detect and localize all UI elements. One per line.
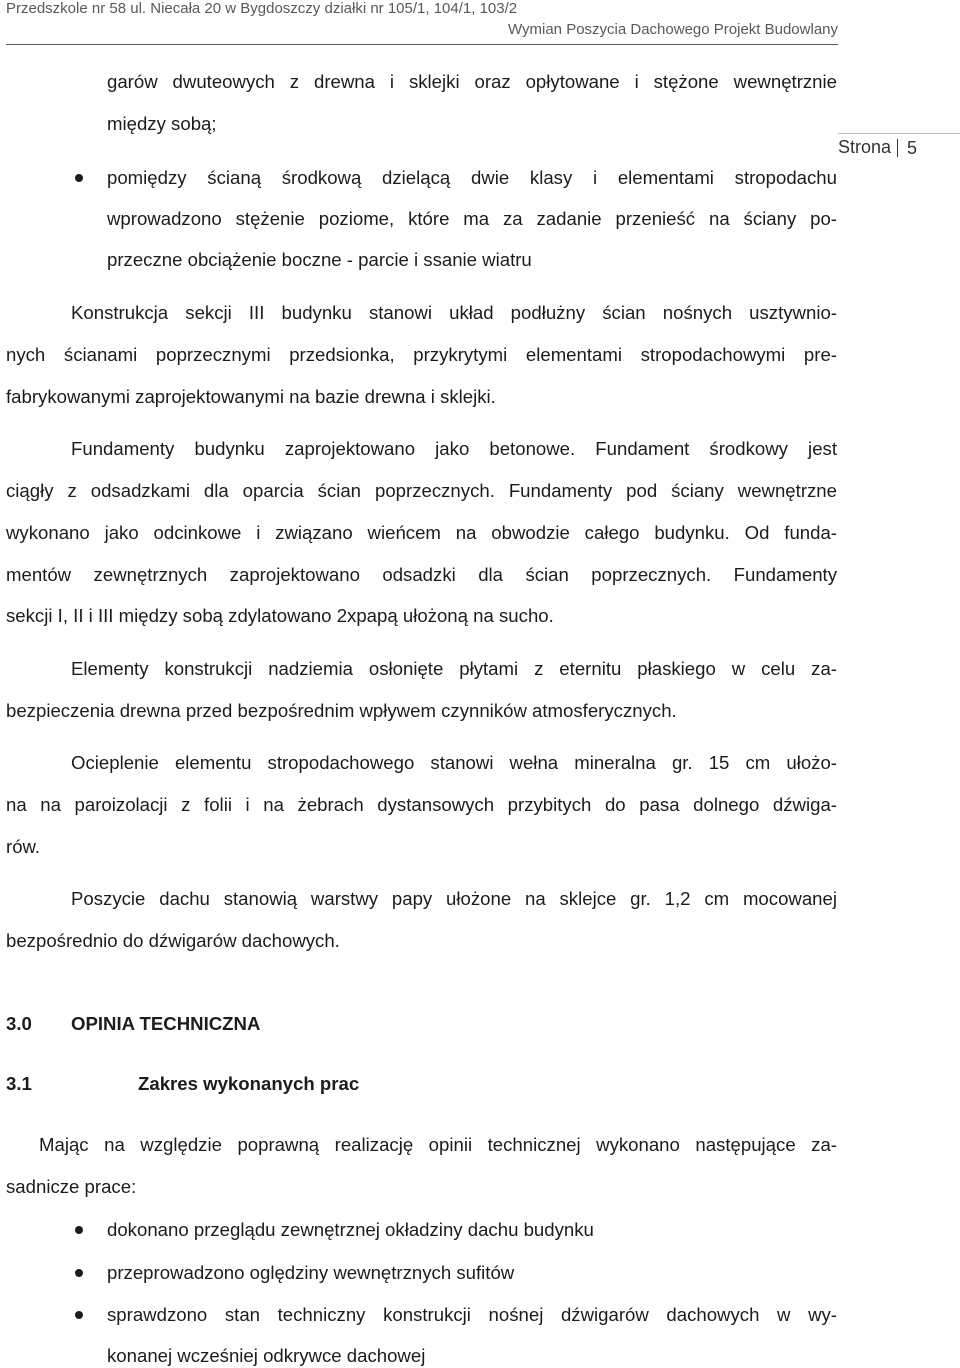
bullet-icon	[75, 1269, 83, 1277]
text-line: Mając na względzie poprawną realizację opinii technicznej wykonano następujące za-	[39, 1134, 837, 1155]
text-line: przeczne obciążenie boczne - parcie i ssanie wiatru	[107, 249, 532, 270]
list-item: sprawdzono stan techniczny konstrukcji nośnej dźwigarów dachowych w wy-	[107, 1304, 837, 1325]
text-line: pomiędzy ścianą środkową dzielącą dwie klasy i elementami stropodachu	[107, 167, 837, 188]
text-line: Ocieplenie elementu stropodachowego stanowi wełna mineralna gr. 15 cm ułożo-	[71, 752, 837, 773]
bullet-icon	[75, 1311, 83, 1319]
section-number: 3.0	[6, 1013, 32, 1034]
page-number: 5	[897, 139, 917, 157]
page-label: Strona	[838, 137, 892, 157]
text-line: między sobą;	[107, 113, 217, 134]
text-line: sadnicze prace:	[6, 1176, 137, 1197]
header-right: Wymian Poszycia Dachowego Projekt Budowlany	[507, 21, 838, 38]
text-line: wprowadzono stężenie poziome, które ma za zadanie przenieść na ściany po-	[107, 208, 837, 229]
list-item: dokonano przeglądu zewnętrznej okładziny dachu budynku	[107, 1219, 594, 1240]
list-item: konanej wcześniej odkrywce dachowej	[107, 1345, 426, 1366]
text-line: Elementy konstrukcji nadziemia osłonięte płytami z eternitu płaskiego w celu za-	[71, 658, 837, 679]
bullet-icon	[75, 1226, 83, 1234]
text-line: na na paroizolacji z folii i na żebrach dystansowych przybitych do pasa dolnego dźwiga-	[6, 794, 837, 815]
text-line: bezpośrednio do dźwigarów dachowych.	[6, 930, 340, 951]
page-number-box	[838, 133, 960, 160]
text-line: garów dwuteowych z drewna i sklejki oraz opłytowane i stężone wewnętrznie	[107, 71, 837, 92]
text-line: wykonano jako odcinkowe i związano wieńcem na obwodzie całego budynku. Od funda-	[6, 522, 837, 543]
text-line: Fundamenty budynku zaprojektowano jako betonowe. Fundament środkowy jest	[71, 438, 837, 459]
text-line: ciągły z odsadzkami dla oparcia ścian poprzecznych. Fundamenty pod ściany wewnętrzne	[6, 480, 837, 501]
bullet-icon	[75, 174, 83, 182]
text-line: fabrykowanymi zaprojektowanymi na bazie drewna i sklejki.	[6, 386, 496, 407]
header-left: Przedszkole nr 58 ul. Niecała 20 w Bygdoszczy działki nr 105/1, 104/1, 103/2	[6, 0, 518, 17]
section-number: 3.1	[6, 1073, 32, 1094]
section-title: Zakres wykonanych prac	[138, 1073, 360, 1094]
header-rule	[6, 44, 838, 45]
list-item: przeprowadzono oględziny wewnętrznych sufitów	[107, 1262, 515, 1283]
text-line: nych ścianami poprzecznymi przedsionka, przykrytymi elementami stropodachowymi pre-	[6, 344, 837, 365]
text-line: mentów zewnętrznych zaprojektowano odsadzki dla ścian poprzecznych. Fundamenty	[6, 564, 837, 585]
text-line: sekcji I, II i III między sobą zdylatowano 2xpapą ułożoną na sucho.	[6, 605, 554, 626]
text-line: Konstrukcja sekcji III budynku stanowi układ podłużny ścian nośnych usztywnio-	[71, 302, 837, 323]
section-title: OPINIA TECHNICZNA	[71, 1013, 261, 1034]
text-line: rów.	[6, 836, 41, 857]
text-line: bezpieczenia drewna przed bezpośrednim wpływem czynników atmosferycznych.	[6, 700, 677, 721]
text-line: Poszycie dachu stanowią warstwy papy ułożone na sklejce gr. 1,2 cm mocowanej	[71, 888, 837, 909]
